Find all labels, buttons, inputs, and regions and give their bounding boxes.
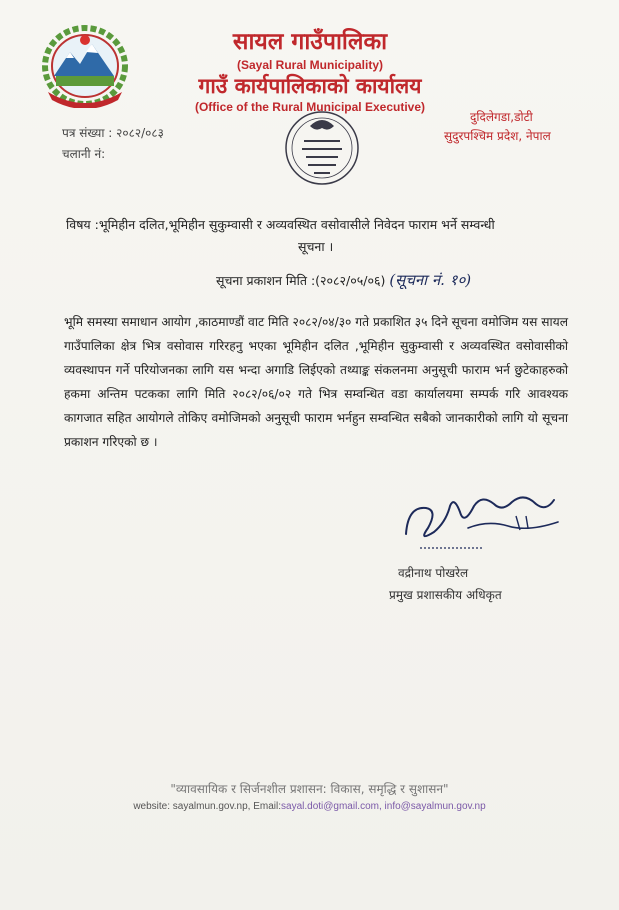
footer-slogan: "व्यावसायिक र सिर्जनशील प्रशासन: विकास, समृद्धि र सुशासन" [170,782,449,796]
footer-contact [0,801,619,812]
signature-icon [398,476,568,556]
office-stamp-icon [276,106,368,192]
signatory-name: वद्रीनाथ पोखरेल [398,566,469,580]
subject-line2: सूचना । [298,239,334,254]
municipality-name-nepali: सायल गाउँपालिका [232,29,388,55]
dispatch-number: चलानी नं: [62,147,106,161]
municipality-name-english: (Sayal Rural Municipality) [236,58,384,72]
footer-website: website: sayalmun.gov.np, [133,801,251,812]
reference-number: पत्र संख्या : २०८२/०८३ [62,126,164,140]
handwritten-notice-number: (सूचना नं. १०) [389,271,472,289]
municipality-logo-icon [40,22,130,108]
office-location-line1: दुदिलेगडा,डोटी [470,110,533,124]
office-location-line2: सुदुरपश्चिम प्रदेश, नेपाल [444,129,551,143]
publication-date-label: सूचना प्रकाशन मिति :(२०८२/०५/०६) [216,273,386,288]
notice-subject [66,214,566,258]
footer-emails: sayal.doti@gmail.com, info@sayalmun.gov.np [281,801,486,812]
office-name-nepali: गाउँ कार्यपालिकाको कार्यालय [198,74,422,98]
publication-date [216,270,471,290]
notice-body: भूमि समस्या समाधान आयोग ,काठमाण्डौं वाट मिति २०८२/०४/३० गते प्रकाशित ३५ दिने सूचना वमोजिम यस सायल गाउँपालिका क्षेत्र भित्र वसोवास गरिरहनु भएका भूमिहीन दलित ,भूमिहीन सुकुम्वासी र अव्यवस्थित वसोवासीको व्यवस्थापन गर्ने परियोजनका लागि यस भन्दा अगाडि लिईएको तथ्याङ्क संकलनमा अनुसूची फाराम भर्न छुटेकाहरुको हकमा अन्तिम पटकका लागि मिति २०८२/०६/०२ गते भित्र सम्वन्धित वडा कार्यालयमा सम्पर्क गरि आवश्यक कागजात सहित आयोगले तोकिए वमोजिमको अनुसूची फाराम भर्नहुन सम्वन्धित सबैको जानकारीको लागि यो सूचना प्रकाशन गरिएको छ । [64,315,568,449]
footer-email-label: Email: [253,801,282,812]
subject-line1: विषय :भूमिहीन दलित,भूमिहीन सुकुम्वासी र अव्यवस्थित वसोवासीले निवेदन फाराम भर्ने सम्वन्धी [66,217,495,232]
office-name-english: (Office of the Rural Municipal Executive) [194,100,426,114]
signatory-designation: प्रमुख प्रशासकीय अधिकृत [389,588,502,602]
